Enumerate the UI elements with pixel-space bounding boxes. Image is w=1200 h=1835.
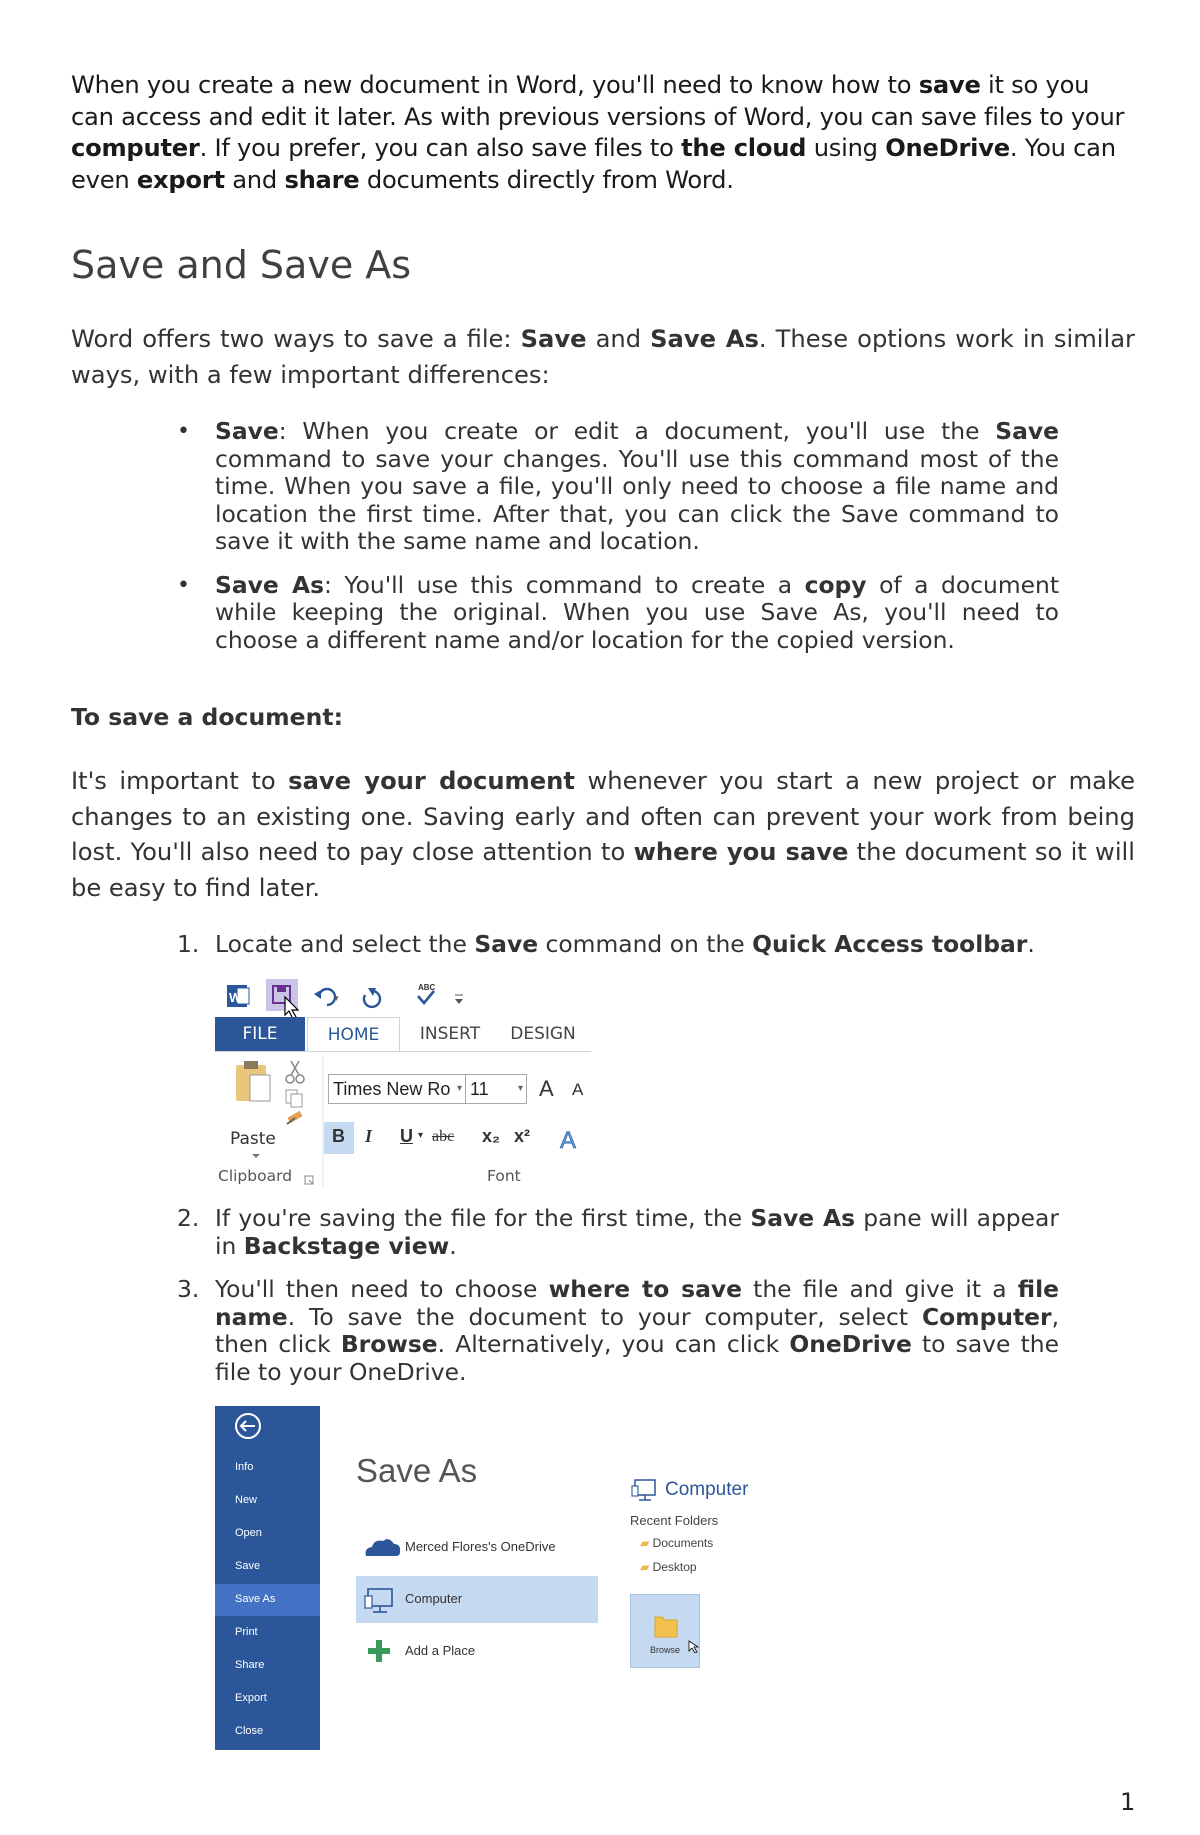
bullet-marker: • (177, 419, 190, 444)
recent-folder-item[interactable] (640, 1560, 697, 1574)
spelling-check-icon (418, 983, 436, 1003)
nav-item-new[interactable]: New (235, 1494, 258, 1506)
redo-icon (364, 988, 380, 1007)
font-size-select[interactable] (465, 1074, 527, 1104)
onedrive-cloud-icon (362, 1528, 402, 1568)
place-label: Add a Place (405, 1643, 476, 1658)
folder-label: Documents (652, 1536, 714, 1550)
text-effects-icon (560, 1127, 576, 1154)
list-item: 1. Locate and select the Save command on the Quick Access toolbar. (177, 930, 1035, 958)
back-arrow-icon[interactable] (215, 1406, 320, 1466)
intro-paragraph: When you create a new document in Word, you'll need to know how to save it so you can access and edit it later. As with previous versions of Word, you can save files to your computer. If you prefer, you can also save files to the cloud using OneDrive. You can even export and share documents directly from Word. (71, 71, 1125, 194)
backstage-nav (215, 1406, 320, 1750)
nav-item-save-as[interactable]: Save As (235, 1593, 276, 1605)
nav-item-close[interactable]: Close (235, 1725, 264, 1737)
quick-access-toolbar (215, 975, 591, 1017)
place-label: Merced Flores's OneDrive (405, 1539, 556, 1554)
backstage-screenshot (215, 1406, 755, 1750)
ribbon-screenshot (215, 975, 591, 1190)
list-item: • Save: When you create or edit a document, you'll use the Save command to save your changes. You'll use this command most of the time. When you save a file, you'll only need to choose a file name and location the first time. After that, you can click the Save command to save it with the same name and location. (177, 417, 1059, 555)
subscript-button[interactable]: x₂ (482, 1126, 501, 1146)
folder-label: Desktop (652, 1560, 697, 1574)
save-icon (266, 979, 298, 1017)
procedure-heading: To save a document: (71, 703, 343, 731)
nav-item-print[interactable]: Print (235, 1626, 258, 1638)
browse-label: Browse (650, 1645, 681, 1655)
recent-folders-label: Recent Folders (630, 1513, 719, 1528)
tab-design[interactable]: DESIGN (510, 1024, 576, 1044)
ribbon-home-panel (215, 1051, 591, 1191)
paste-dropdown-arrow (252, 1154, 260, 1158)
quick-access-icons (215, 975, 591, 1017)
chevron-down-icon: ▾ (456, 1083, 462, 1094)
section-heading: Save and Save As (71, 243, 412, 287)
svg-text:A: A (560, 1127, 577, 1154)
cut-icon (286, 1061, 304, 1083)
dialog-launcher-icon (305, 1176, 313, 1184)
ribbon-tabs (215, 1017, 591, 1051)
list-item: 3. You'll then need to choose where to save the file and give it a file name. To save the document to your computer, select Computer, then click Browse. Alternatively, you can click OneDrive to save the file to your OneDrive. (177, 1275, 1059, 1386)
tab-file[interactable]: FILE (215, 1017, 305, 1051)
place-computer[interactable] (356, 1576, 598, 1623)
svg-text:W: W (229, 990, 242, 1005)
nav-item-open[interactable]: Open (235, 1527, 262, 1539)
font-size-value: 11 (470, 1079, 489, 1099)
page-number: 1 (1120, 1788, 1136, 1816)
word-app-icon (227, 985, 249, 1007)
nav-item-save[interactable]: Save (235, 1560, 261, 1572)
browse-button[interactable] (630, 1594, 700, 1668)
importance-paragraph: It's important to save your document whenever you start a new project or make changes to an existing one. Saving early and often can prevent your work from being lost. You'll also need to pay close attention to where you save the document so it will be easy to find later. (71, 767, 1136, 902)
backstage-title: Save As (356, 1452, 478, 1489)
shrink-font-button[interactable]: A (572, 1080, 584, 1099)
format-painter-icon (287, 1111, 303, 1124)
italic-button[interactable]: I (365, 1126, 373, 1146)
copy-icon (286, 1090, 302, 1107)
folder-icon: ▰ (640, 1560, 650, 1574)
step-number: 2. (177, 1204, 200, 1232)
chevron-down-icon: ▾ (517, 1083, 523, 1094)
tab-insert[interactable]: INSERT (419, 1024, 481, 1044)
strikethrough-button[interactable]: abc (432, 1128, 455, 1145)
superscript-button[interactable]: x² (514, 1126, 531, 1146)
paste-icon (236, 1061, 270, 1101)
paste-button[interactable]: Paste (230, 1129, 276, 1149)
nav-item-info[interactable]: Info (235, 1461, 254, 1473)
underline-button[interactable]: U (400, 1126, 413, 1146)
bold-button[interactable]: B (332, 1126, 345, 1146)
tab-home[interactable]: HOME (307, 1017, 400, 1051)
list-item: 2. If you're saving the file for the first time, the Save As pane will appear in Backstage view. (177, 1204, 1059, 1260)
steps-list-part-2 (177, 1204, 1059, 1386)
step-number: 1. (177, 930, 200, 958)
place-add[interactable] (356, 1628, 598, 1675)
nav-item-export[interactable]: Export (235, 1692, 267, 1704)
bullet-marker: • (177, 572, 190, 598)
step-number: 3. (177, 1275, 200, 1303)
nav-item-share[interactable]: Share (235, 1659, 265, 1671)
place-label: Computer (405, 1591, 463, 1606)
font-group-label: Font (487, 1167, 521, 1185)
svg-text:ABC: ABC (418, 983, 436, 992)
font-name-value: Times New Ro (333, 1079, 451, 1099)
svg-text:▾: ▾ (334, 994, 339, 1004)
computer-icon (630, 1476, 660, 1504)
computer-icon (362, 1582, 402, 1622)
underline-dropdown-icon[interactable]: ▾ (418, 1130, 424, 1141)
computer-panel-title: Computer (665, 1479, 749, 1500)
undo-icon (314, 989, 339, 1005)
font-name-select[interactable] (328, 1074, 466, 1104)
plus-icon (362, 1634, 402, 1674)
folder-icon: ▰ (640, 1536, 650, 1550)
clipboard-group-label: Clipboard (218, 1167, 293, 1185)
save-options-list (177, 417, 1059, 670)
place-onedrive[interactable] (356, 1524, 598, 1571)
list-item: • Save As: You'll use this command to create a copy of a document while keeping the original. When you use Save As, you'll need to choose a different name and/or location for the copied version. (177, 570, 1059, 654)
recent-folder-item[interactable] (640, 1536, 713, 1550)
steps-list-part-1 (177, 930, 1059, 959)
customize-toolbar-icon (455, 995, 463, 1004)
save-options-paragraph: Word offers two ways to save a file: Save and Save As. These options work in similar ways, with a few important differences: (71, 325, 1136, 389)
grow-font-button[interactable]: A (539, 1076, 554, 1101)
